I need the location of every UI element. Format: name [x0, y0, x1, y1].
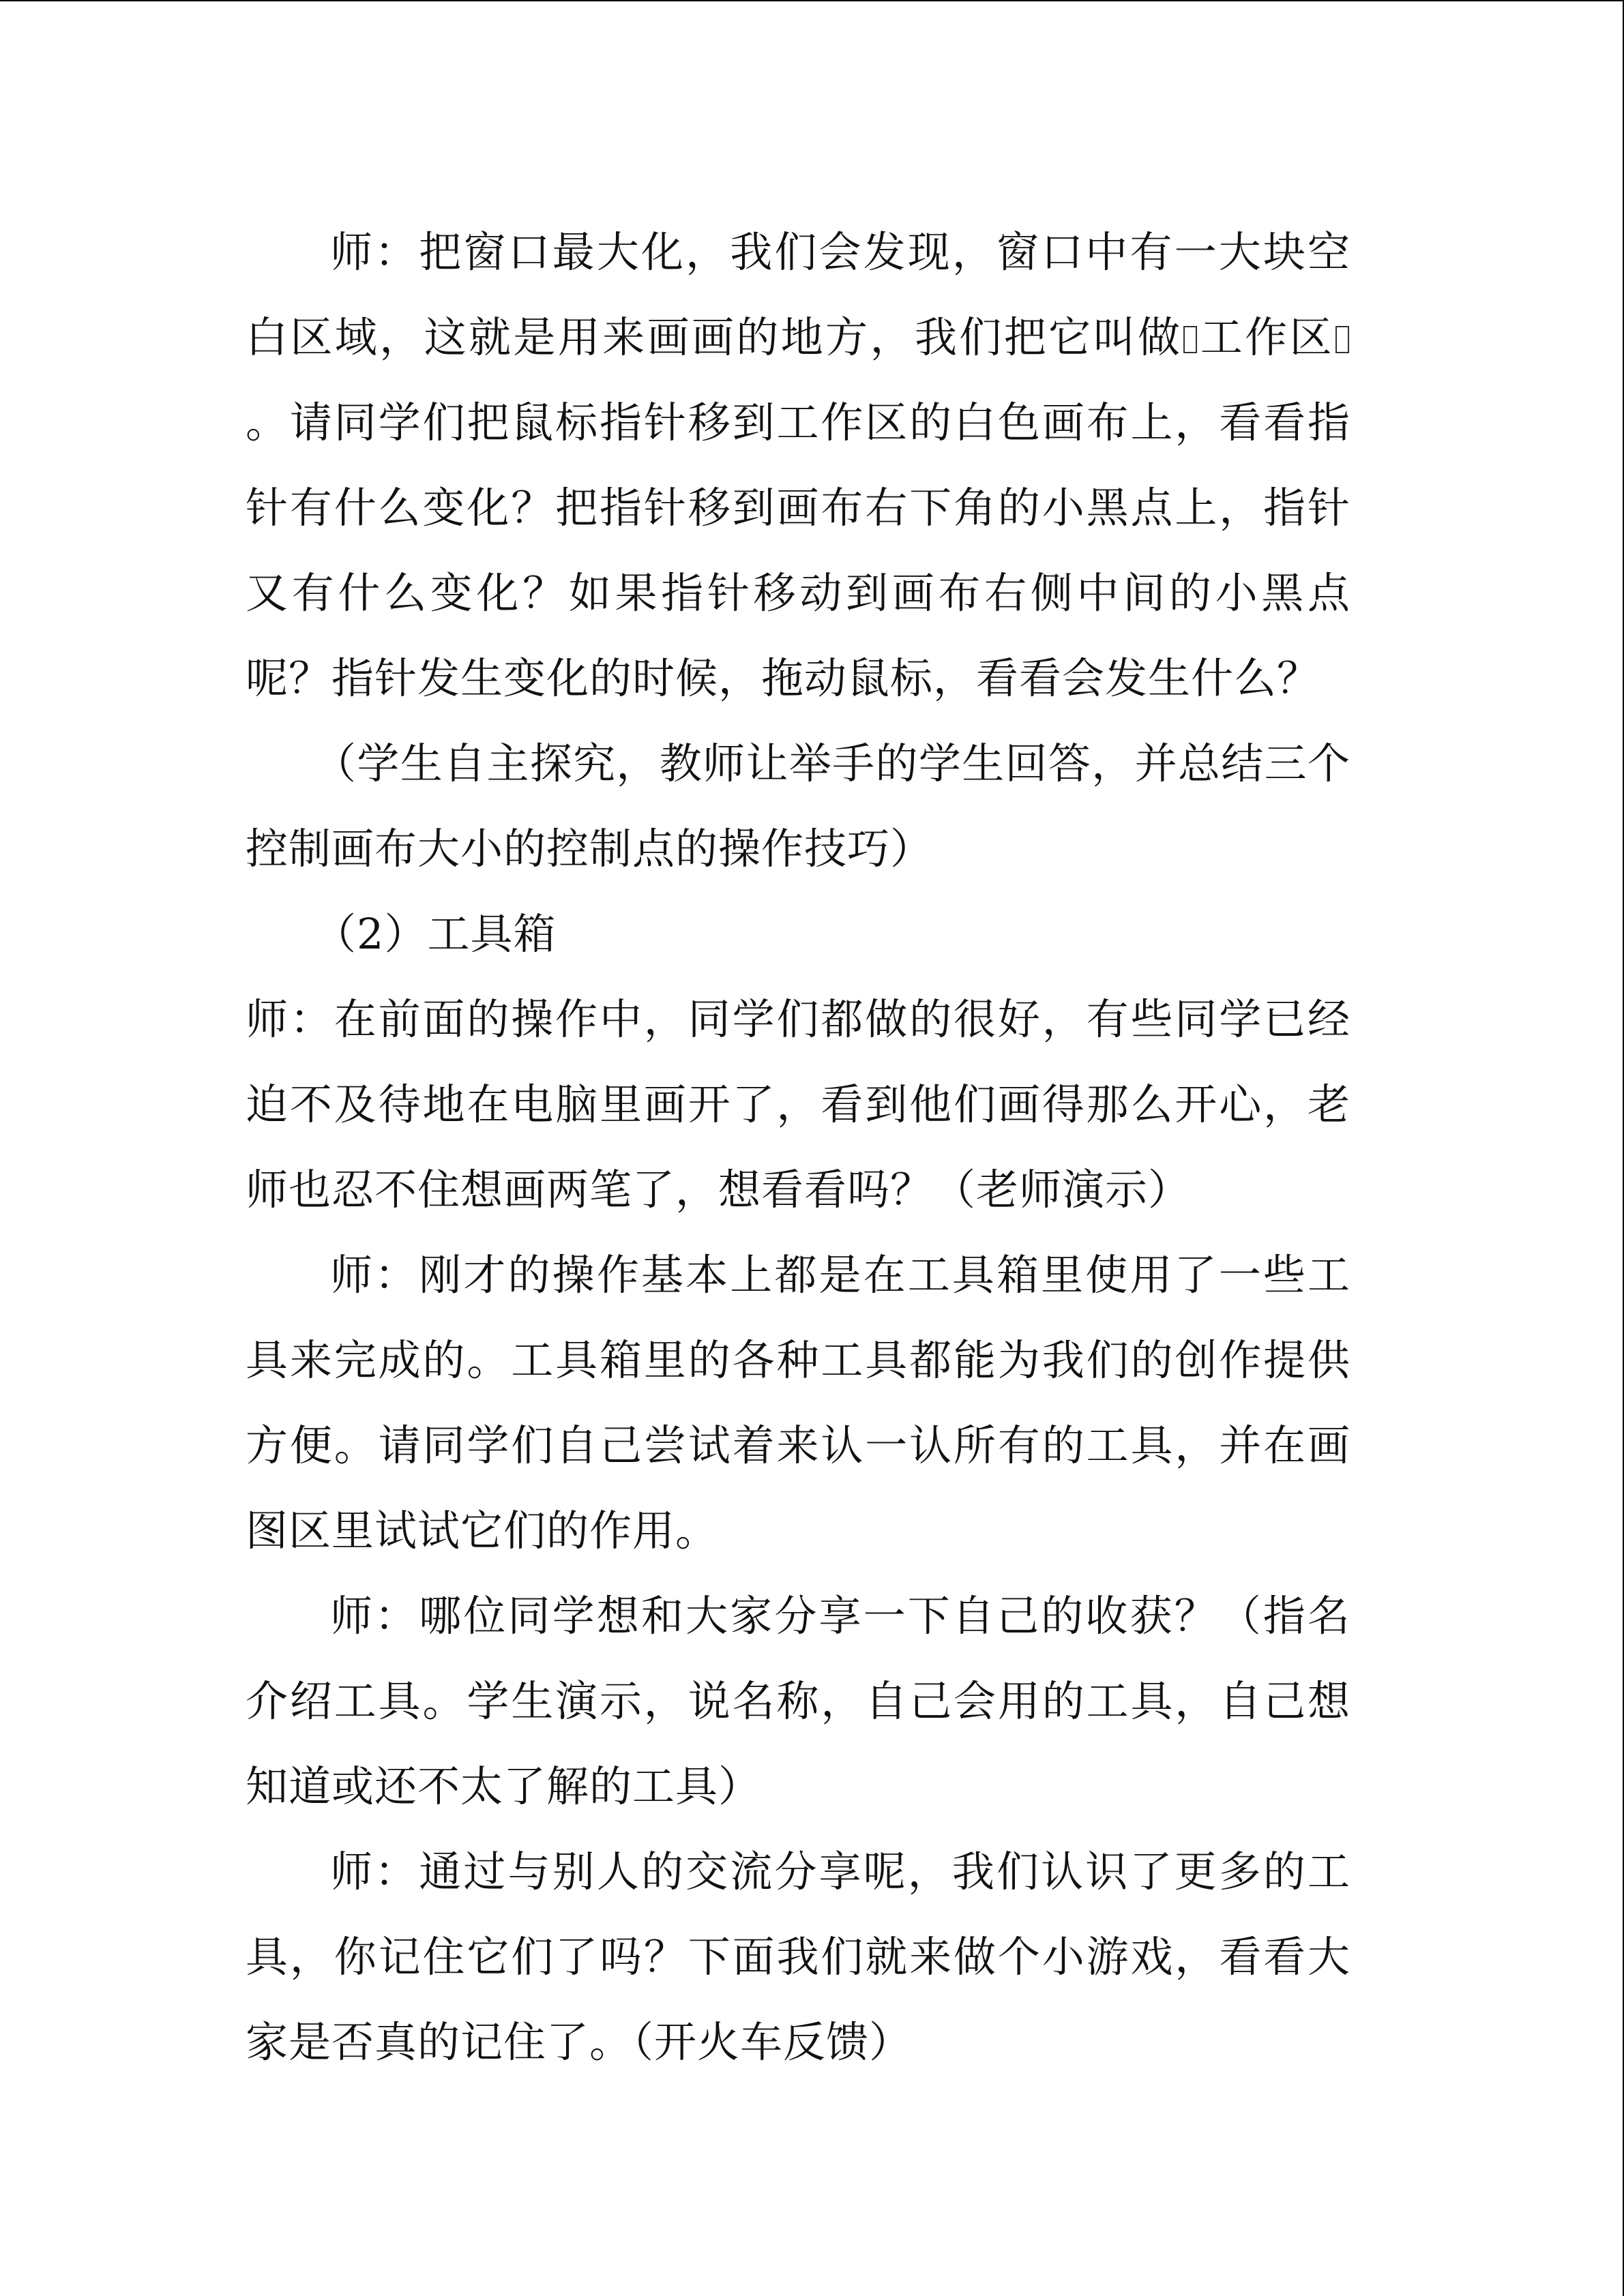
- paragraph-canvas-intro: [246, 209, 1350, 721]
- paragraph-toolbox-explain: 师：刚才的操作基本上都是在工具箱里使用了一些工具来完成的。工具箱里的各种工具都能为我们的创作提供方便。请同学们自己尝试着来认一认所有的工具，并在画图区里试试它们的作用。: [246, 1250, 1350, 1555]
- missing-glyph-box: [1183, 326, 1197, 353]
- paragraph-game: 师：通过与别人的交流分享呢，我们认识了更多的工具，你记住它们了吗？下面我们就来做个小游戏，看看大家是否真的记住了。（开火车反馈）: [246, 1847, 1350, 2067]
- paragraph-teacher-demo: 师：在前面的操作中，同学们都做的很好，有些同学已经迫不及待地在电脑里画开了，看到他们画得那么开心，老师也忍不住想画两笔了，想看看吗？（老师演示）: [246, 994, 1350, 1214]
- paragraph-student-exploration: （学生自主探究，教师让举手的学生回答，并总结三个控制画布大小的控制点的操作技巧）: [246, 739, 1350, 874]
- document-body: [246, 209, 1350, 2085]
- section-heading-toolbox: （2）工具箱: [314, 909, 557, 959]
- paragraph-text: 师：把窗口最大化，我们会发现，窗口中有一大块空白区域，这就是用来画画的地方，我们把它叫做: [246, 227, 1350, 362]
- missing-glyph-box: [1335, 326, 1349, 353]
- quoted-term: 工作区: [1198, 312, 1334, 362]
- paragraph-text: 。请同学们把鼠标指针移到工作区的白色画布上，看看指针有什么变化？把指针移到画布右下角的小黑点上，指针又有什么变化？如果指针移动到画布右侧中间的小黑点呢？指针发生变化的时候，拖动鼠标，看看会发生什么？: [246, 398, 1350, 703]
- paragraph-share-harvest: 师：哪位同学想和大家分享一下自己的收获？（指名介绍工具。学生演示，说名称，自己会用的工具，自己想知道或还不太了解的工具）: [246, 1591, 1350, 1811]
